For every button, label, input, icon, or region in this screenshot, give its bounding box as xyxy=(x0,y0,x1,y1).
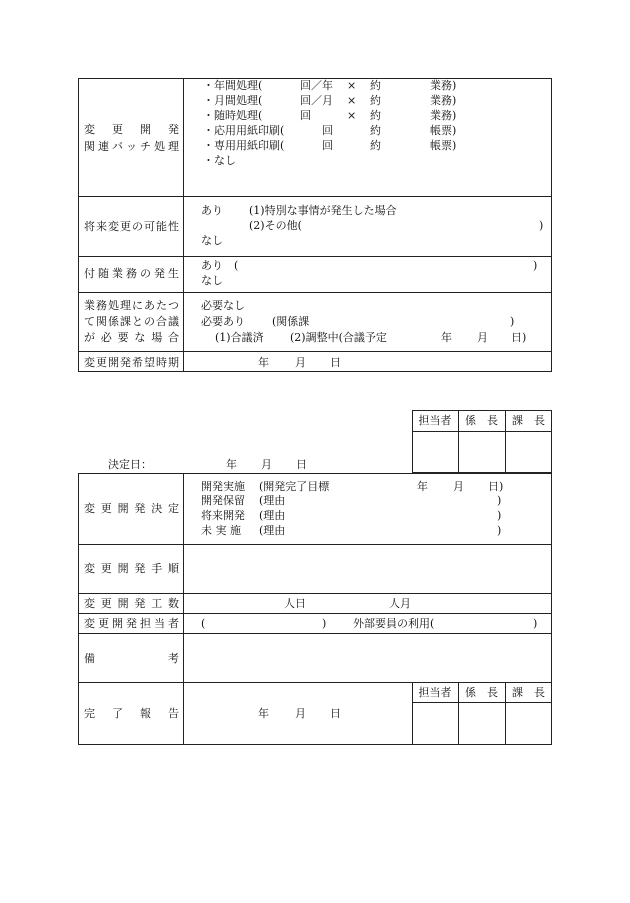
batch-label-line1: 変 更 開 発 xyxy=(84,123,179,136)
stamp-tantousha-bottom: 担当者 xyxy=(418,686,452,699)
row-divider xyxy=(78,196,552,197)
completion-month: 月 xyxy=(295,707,306,720)
future-label: 将来変更の可能性 xyxy=(84,220,179,233)
future-close-paren: ) xyxy=(539,219,544,232)
batch-kind: ・応用用紙印刷( xyxy=(203,124,285,137)
batch-approx: 約 xyxy=(370,79,381,92)
batch-kind: ・月間処理( xyxy=(203,94,263,107)
row-divider xyxy=(78,593,552,594)
decision-item-name: 開発保留 xyxy=(201,494,245,507)
future-option-other: (2)その他( xyxy=(249,219,302,232)
consult-close-paren: ) xyxy=(510,315,515,328)
decision-item-name: 開発実施 xyxy=(201,480,245,493)
decision-item-close: ) xyxy=(497,509,502,522)
batch-kind: ・随時処理( xyxy=(203,109,263,122)
decision-date-year: 年 xyxy=(226,458,237,471)
decision-item-close: ) xyxy=(497,494,502,507)
batch-unit: 回／年 xyxy=(300,79,333,92)
decision-label: 変 更 開 発 決 定 xyxy=(84,502,179,515)
row-divider xyxy=(78,682,552,683)
row-divider xyxy=(78,256,552,257)
row-divider xyxy=(78,633,552,634)
batch-count-unit: 業務) xyxy=(430,79,457,92)
stamp-divider xyxy=(412,431,552,432)
desired-label: 変更開発希望時期 xyxy=(84,356,179,369)
decision-item-close: 日) xyxy=(488,480,504,493)
person-label: 変更開発担当者 xyxy=(84,617,179,630)
stamp-kacho: 課 長 xyxy=(512,414,545,427)
decision-item-paren: (理由 xyxy=(259,494,286,507)
consult-day: 日) xyxy=(511,331,527,344)
batch-none-option: ・なし xyxy=(203,154,236,167)
decision-item-paren: (理由 xyxy=(259,509,286,522)
consult-label-line1: 業務処理にあたつ xyxy=(84,299,179,312)
desired-day: 日 xyxy=(330,356,341,369)
future-ari: あり xyxy=(201,204,223,217)
consult-month: 月 xyxy=(477,331,488,344)
incidental-ari: あり ( xyxy=(201,259,239,272)
decision-date-month: 月 xyxy=(261,458,272,471)
remarks-label: 備 考 xyxy=(84,652,179,665)
decision-item-paren: (理由 xyxy=(259,524,286,537)
batch-count-unit: 業務) xyxy=(430,94,457,107)
effort-unit-person-days: 人日 xyxy=(284,597,306,610)
row-divider xyxy=(78,544,552,545)
batch-approx: 約 xyxy=(370,139,381,152)
consult-label-line3: が 必 要 な 場 合 xyxy=(84,331,179,344)
person-open-paren: ( xyxy=(201,617,206,630)
person-external-label: 外部要員の利用( xyxy=(353,617,435,630)
decision-item-year: 年 xyxy=(417,480,428,493)
future-nashi: なし xyxy=(201,234,223,247)
person-external-close: ) xyxy=(533,617,538,630)
batch-count-unit: 帳票) xyxy=(430,139,457,152)
stamp-kakaricho: 係 長 xyxy=(465,414,498,427)
decision-item-name: 未 実 施 xyxy=(201,524,241,537)
batch-unit: 回／月 xyxy=(300,94,333,107)
stamp-kakaricho-bottom: 係 長 xyxy=(465,686,498,699)
stamp-kacho-bottom: 課 長 xyxy=(512,686,545,699)
consult-dept: (関係課 xyxy=(272,315,310,328)
batch-times: × xyxy=(347,79,357,92)
person-close-paren: ) xyxy=(322,617,327,630)
completion-day: 日 xyxy=(330,707,341,720)
decision-item-close: ) xyxy=(497,524,502,537)
consult-year: 年 xyxy=(441,331,452,344)
consult-label-line2: て関係課との合議 xyxy=(84,315,179,328)
incidental-label: 付随業務の発生 xyxy=(84,267,179,280)
batch-approx: 約 xyxy=(370,109,381,122)
completion-year: 年 xyxy=(258,707,269,720)
lower-column-divider xyxy=(183,473,184,745)
decision-item-paren: (開発完了目標 xyxy=(259,480,330,493)
batch-unit: 回 xyxy=(322,124,333,137)
decision-date-day: 日 xyxy=(296,458,307,471)
decision-date-label: 決定日： xyxy=(108,458,152,471)
row-divider xyxy=(78,292,552,293)
effort-unit-person-months: 人月 xyxy=(389,597,411,610)
stamp-tantousha: 担当者 xyxy=(418,414,452,427)
desired-year: 年 xyxy=(258,356,269,369)
stamp-divider xyxy=(412,702,552,703)
upper-column-divider xyxy=(183,78,184,372)
decision-item-name: 将来開発 xyxy=(201,509,245,522)
row-divider xyxy=(78,351,552,352)
consult-unnecessary: 必要なし xyxy=(201,299,245,312)
batch-count-unit: 帳票) xyxy=(430,124,457,137)
batch-approx: 約 xyxy=(370,124,381,137)
batch-times: × xyxy=(347,94,357,107)
batch-kind: ・年間処理( xyxy=(203,79,263,92)
batch-unit: 回 xyxy=(300,109,311,122)
consult-done: (1)合議済 xyxy=(215,331,264,344)
batch-times: × xyxy=(347,109,357,122)
batch-count-unit: 業務) xyxy=(430,109,457,122)
incidental-nashi: なし xyxy=(201,274,223,287)
consult-necessary: 必要あり xyxy=(201,315,245,328)
completion-label: 完 了 報 告 xyxy=(84,707,179,720)
row-divider xyxy=(78,613,552,614)
procedure-label: 変 更 開 発 手 順 xyxy=(84,562,179,575)
future-option-special: (1)特別な事情が発生した場合 xyxy=(249,204,397,217)
consult-adjusting: (2)調整中(合議予定 xyxy=(290,331,387,344)
batch-label-line2: 関連バッチ処理 xyxy=(84,140,179,153)
incidental-close-paren: ) xyxy=(533,259,538,272)
batch-approx: 約 xyxy=(370,94,381,107)
batch-unit: 回 xyxy=(322,139,333,152)
desired-month: 月 xyxy=(295,356,306,369)
decision-item-month: 月 xyxy=(453,480,464,493)
batch-kind: ・専用用紙印刷( xyxy=(203,139,285,152)
effort-label: 変 更 開 発 工 数 xyxy=(84,597,179,610)
